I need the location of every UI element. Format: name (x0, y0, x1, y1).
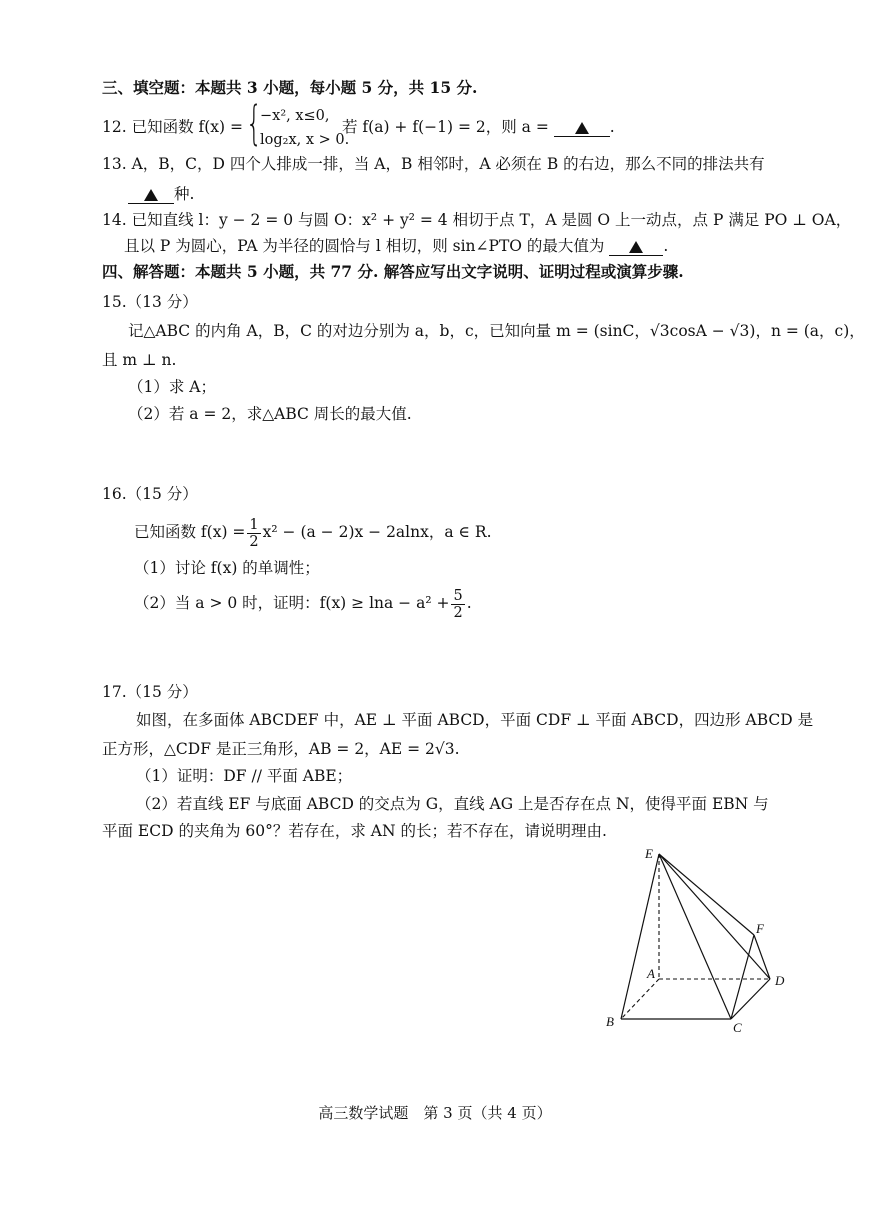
q13-end: 种. (174, 185, 195, 203)
q17-part-2-line-1: （2）若直线 EF 与底面 ABCD 的交点为 G，直线 AG 上是否存在点 N，使得平面 EBN 与 (136, 795, 769, 813)
label-F: F (756, 921, 764, 936)
q16-part-2a: （2）当 a > 0 时，证明：f(x) ≥ lna − a² + (134, 594, 450, 612)
q13-line-1: 13. A，B，C，D 四个人排成一排，当 A，B 相邻时，A 必须在 B 的右边，那么不同的排法共有 (102, 155, 765, 173)
q16-head: 16.（15 分） (102, 485, 198, 503)
q17-part-2-line-2: 平面 ECD 的夹角为 60°？若存在，求 AN 的长；若不存在，请说明理由. (102, 822, 607, 840)
q17-line-2: 正方形，△CDF 是正三角形，AB = 2，AE = 2√3. (102, 740, 460, 758)
q16-line-1b: x² − (a − 2)x − 2alnx，a ∈ R. (262, 523, 492, 541)
q16-part-2b: . (466, 594, 472, 612)
q14-line-1: 14. 已知直线 l：y − 2 = 0 与圆 O：x² + y² = 4 相切于点 T，A 是圆 O 上一动点，点 P 满足 PO ⊥ OA， (102, 211, 852, 229)
edge-AB-hidden (621, 979, 659, 1019)
q17-part-1: （1）证明：DF // 平面 ABE； (136, 767, 353, 785)
q17-line-1: 如图，在多面体 ABCDEF 中，AE ⊥ 平面 ABCD，平面 CDF ⊥ 平面 ABCD，四边形 ABCD 是 (136, 711, 814, 729)
label-D: D (775, 973, 785, 988)
q15-line-2: 且 m ⊥ n. (102, 351, 177, 369)
q17-head: 17.（15 分） (102, 683, 198, 701)
frac-2-denominator: 2 (453, 604, 463, 621)
q16-line-1a: 已知函数 f(x) = (134, 523, 246, 541)
q15-part-2: （2）若 a = 2，求△ABC 周长的最大值. (128, 405, 412, 423)
q15-part-1: （1）求 A； (128, 378, 216, 396)
edge-EC (659, 854, 731, 1019)
frac-1-numerator: 1 (249, 516, 259, 533)
label-B: B (606, 1014, 614, 1029)
q14-end: . (663, 237, 669, 255)
q12-brace: { (246, 96, 263, 150)
q12-end: . (609, 118, 615, 136)
q15-line-1: 记△ABC 的内角 A，B，C 的对边分别为 a，b，c，已知向量 m = (sinC，√3cosA − √3)，n = (a，c)， (128, 322, 865, 340)
label-E: E (645, 846, 653, 861)
q12-piece-1: −x², x≤0, (260, 108, 330, 124)
edge-FD (754, 935, 770, 979)
q14-line-2: 且以 P 为圆心，PA 为半径的圆恰与 l 相切，则 sin∠PTO 的最大值为 (124, 237, 605, 255)
edge-EF (659, 854, 754, 935)
section-3-heading: 三、填空题：本题共 3 小题，每小题 5 分，共 15 分. (102, 78, 478, 97)
label-C: C (733, 1020, 742, 1035)
q12-suffix: 若 f(a) + f(−1) = 2，则 a = (342, 118, 549, 136)
section-4-heading: 四、解答题：本题共 5 小题，共 77 分. 解答应写出文字说明、证明过程或演算步骤. (102, 262, 684, 281)
edge-EB (621, 854, 659, 1019)
q12-piece-2: log₂x, x > 0. (260, 132, 350, 148)
q16-part-1: （1）讨论 f(x) 的单调性； (134, 559, 320, 577)
q12-prefix: 12. 已知函数 f(x) = (102, 118, 243, 136)
page-footer: 高三数学试题 第 3 页（共 4 页） (318, 1104, 552, 1122)
frac-1-denominator: 2 (249, 533, 259, 550)
q15-head: 15.（13 分） (102, 293, 198, 311)
label-A: A (647, 966, 655, 981)
frac-2-numerator: 5 (453, 587, 463, 604)
edge-ED (659, 854, 770, 979)
